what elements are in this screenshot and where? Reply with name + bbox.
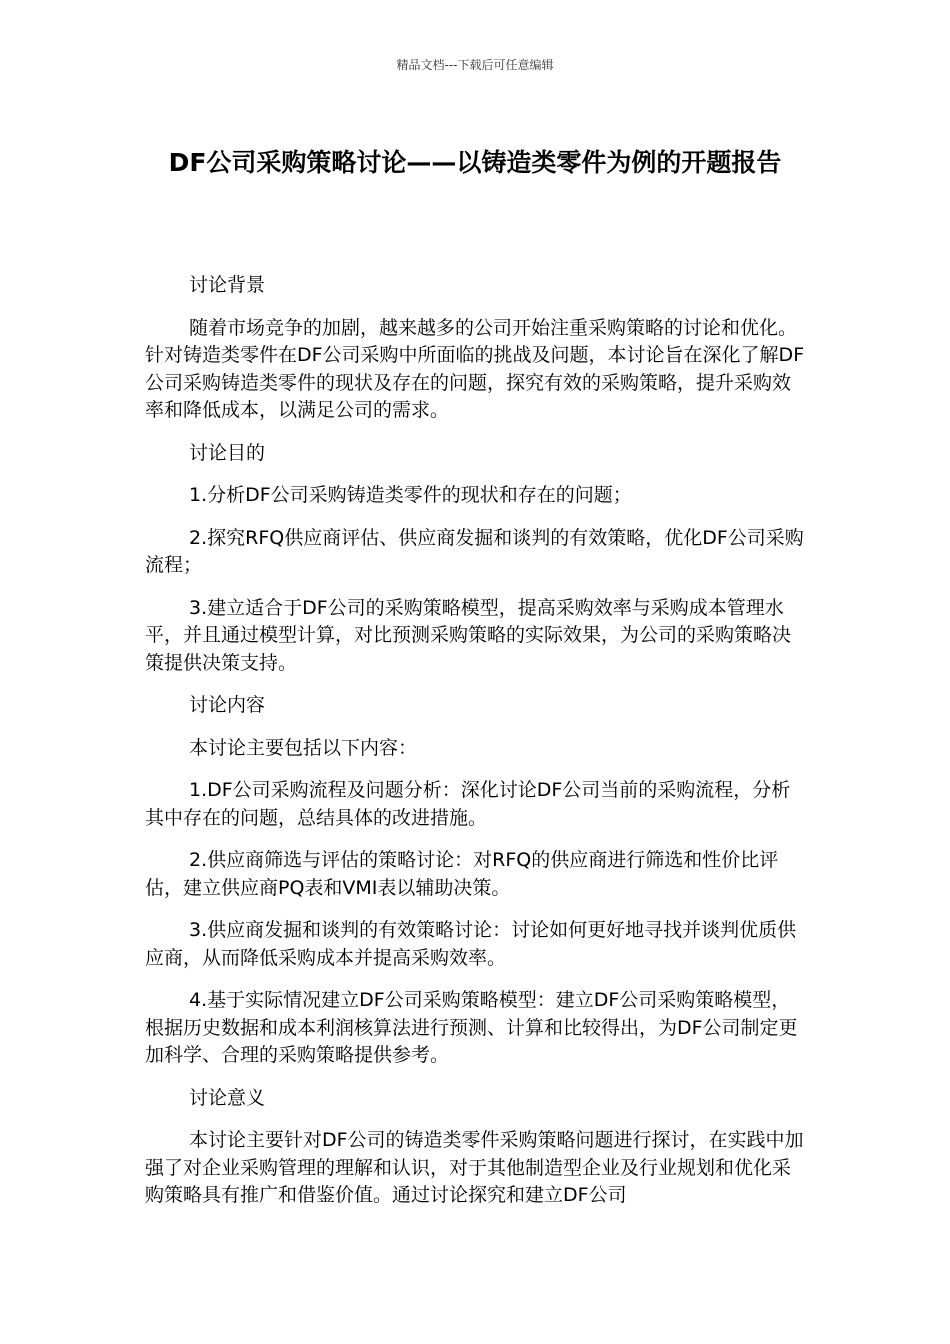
- content-item: 2.供应商筛选与评估的策略讨论：对RFQ的供应商进行筛选和性价比评估，建立供应商PQ表和VMI表以辅助决策。: [145, 849, 779, 899]
- content-item: 4.基于实际情况建立DF公司采购策略模型：建立DF公司采购策略模型，根据历史数据和成本利润核算法进行预测、计算和比较得出，为DF公司制定更加科学、合理的采购策略提供参考。: [145, 989, 798, 1066]
- section-heading-background: 讨论背景: [189, 274, 266, 296]
- background-paragraph: 随着市场竞争的加剧，越来越多的公司开始注重采购策略的讨论和优化。针对铸造类零件在DF公司采购中所面临的挑战及问题，本讨论旨在深化了解DF公司采购铸造类零件的现状及存在的问题，探究有效的采购策略，提升采购效率和降低成本，以满足公司的需求。: [145, 316, 805, 421]
- page-header: 精品文档---下载后可任意编辑: [396, 58, 554, 72]
- document-body: [145, 272, 807, 1225]
- content-item: 3.供应商发掘和谈判的有效策略讨论：讨论如何更好地寻找并谈判优质供应商，从而降低采购成本并提高采购效率。: [145, 919, 797, 969]
- purpose-item: 3.建立适合于DF公司的采购策略模型，提高采购效率与采购成本管理水平，并且通过模型计算，对比预测采购策略的实际效果，为公司的采购策略决策提供决策支持。: [145, 596, 792, 674]
- content-intro: 本讨论主要包括以下内容：: [189, 736, 418, 759]
- significance-paragraph: 本讨论主要针对DF公司的铸造类零件采购策略问题进行探讨，在实践中加强了对企业采购管理的理解和认识，对于其他制造型企业及行业规划和优化采购策略具有推广和借鉴价值。通过讨论探究和建立DF公司: [145, 1129, 804, 1206]
- section-heading-significance: 讨论意义: [189, 1086, 266, 1109]
- section-heading-content: 讨论内容: [189, 694, 266, 716]
- content-item: 1.DF公司采购流程及问题分析：深化讨论DF公司当前的采购流程，分析其中存在的问题，总结具体的改进措施。: [145, 779, 791, 829]
- document-title: DF公司采购策略讨论——以铸造类零件为例的开题报告: [168, 148, 782, 177]
- purpose-item: 1.分析DF公司采购铸造类零件的现状和存在的问题；: [189, 484, 632, 506]
- purpose-item: 2.探究RFQ供应商评估、供应商发掘和谈判的有效策略，优化DF公司采购流程；: [145, 526, 804, 576]
- section-heading-purpose: 讨论目的: [189, 441, 266, 464]
